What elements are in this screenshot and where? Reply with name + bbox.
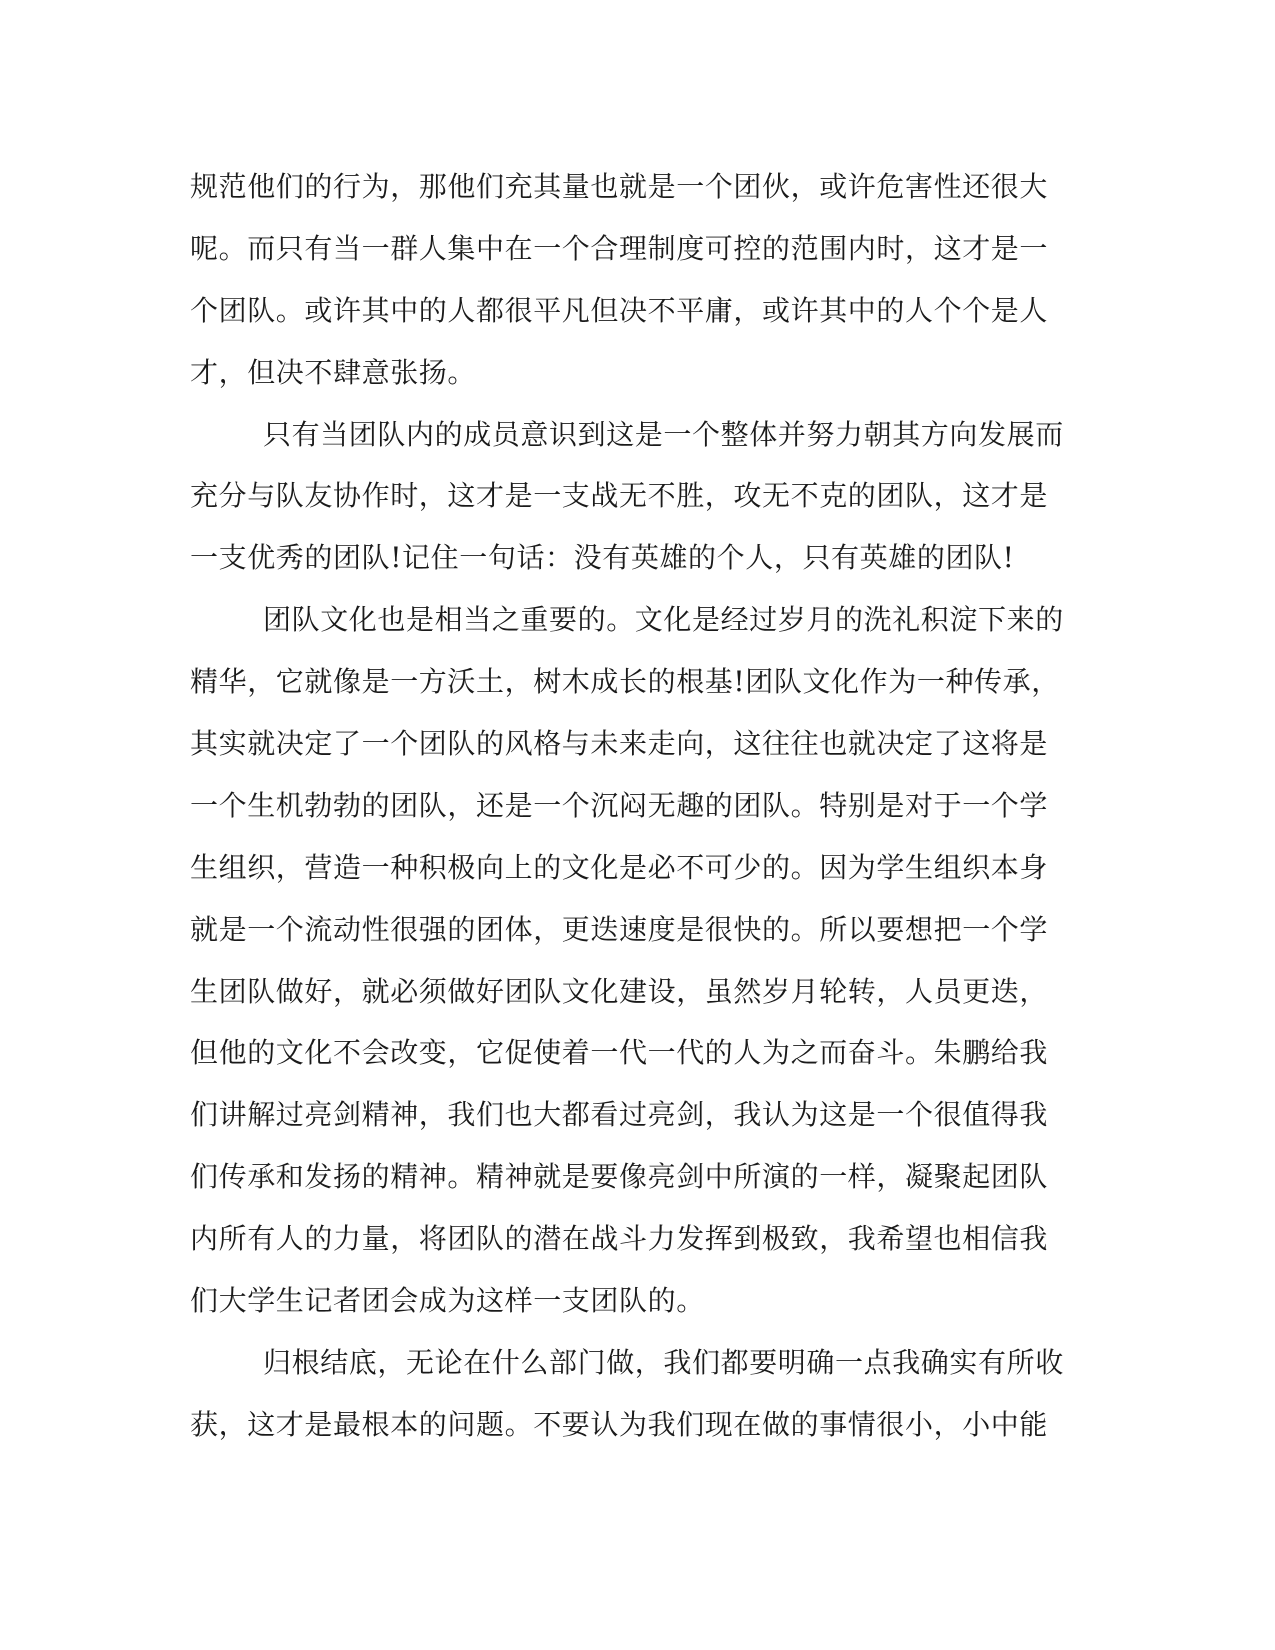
text-line: 精华，它就像是一方沃土，树木成长的根基!团队文化作为一种传承， — [190, 665, 1060, 699]
paragraph-first-line: 归根结底，无论在什么部门做，我们都要明确一点我确实有所收 — [263, 1345, 1064, 1379]
text-line: 个团队。或许其中的人都很平凡但决不平庸，或许其中的人个个是人 — [190, 293, 1049, 327]
text-line: 们讲解过亮剑精神，我们也大都看过亮剑，我认为这是一个很值得我 — [190, 1098, 1049, 1132]
text-line: 呢。而只有当一群人集中在一个合理制度可控的范围内时，这才是一 — [190, 231, 1049, 265]
paragraph-first-line: 只有当团队内的成员意识到这是一个整体并努力朝其方向发展而 — [263, 417, 1064, 451]
document-body — [190, 156, 1080, 1456]
text-line: 规范他们的行为，那他们充其量也就是一个团伙，或许危害性还很大 — [190, 170, 1049, 203]
text-line: 才，但决不肆意张扬。 — [190, 355, 477, 389]
text-line: 一支优秀的团队!记住一句话：没有英雄的个人，只有英雄的团队! — [190, 541, 1015, 575]
text-line: 生团队做好，就必须做好团队文化建设，虽然岁月轮转，人员更迭， — [190, 974, 1049, 1008]
text-line: 内所有人的力量，将团队的潜在战斗力发挥到极致，我希望也相信我 — [190, 1222, 1049, 1256]
text-line: 但他的文化不会改变，它促使着一代一代的人为之而奋斗。朱鹏给我 — [190, 1036, 1049, 1070]
text-line: 其实就决定了一个团队的风格与未来走向，这往往也就决定了这将是 — [190, 727, 1049, 761]
text-line: 生组织，营造一种积极向上的文化是必不可少的。因为学生组织本身 — [190, 850, 1049, 884]
text-line: 们传承和发扬的精神。精神就是要像亮剑中所演的一样，凝聚起团队 — [190, 1160, 1049, 1194]
text-line: 一个生机勃勃的团队，还是一个沉闷无趣的团队。特别是对于一个学 — [190, 788, 1049, 822]
text-line: 充分与队友协作时，这才是一支战无不胜，攻无不克的团队，这才是 — [190, 479, 1049, 513]
text-line: 就是一个流动性很强的团体，更迭速度是很快的。所以要想把一个学 — [190, 912, 1049, 946]
text-line: 们大学生记者团会成为这样一支团队的。 — [190, 1284, 705, 1318]
paragraph-first-line: 团队文化也是相当之重要的。文化是经过岁月的洗礼积淀下来的 — [263, 603, 1064, 637]
text-line: 获，这才是最根本的问题。不要认为我们现在做的事情很小，小中能 — [190, 1407, 1049, 1441]
